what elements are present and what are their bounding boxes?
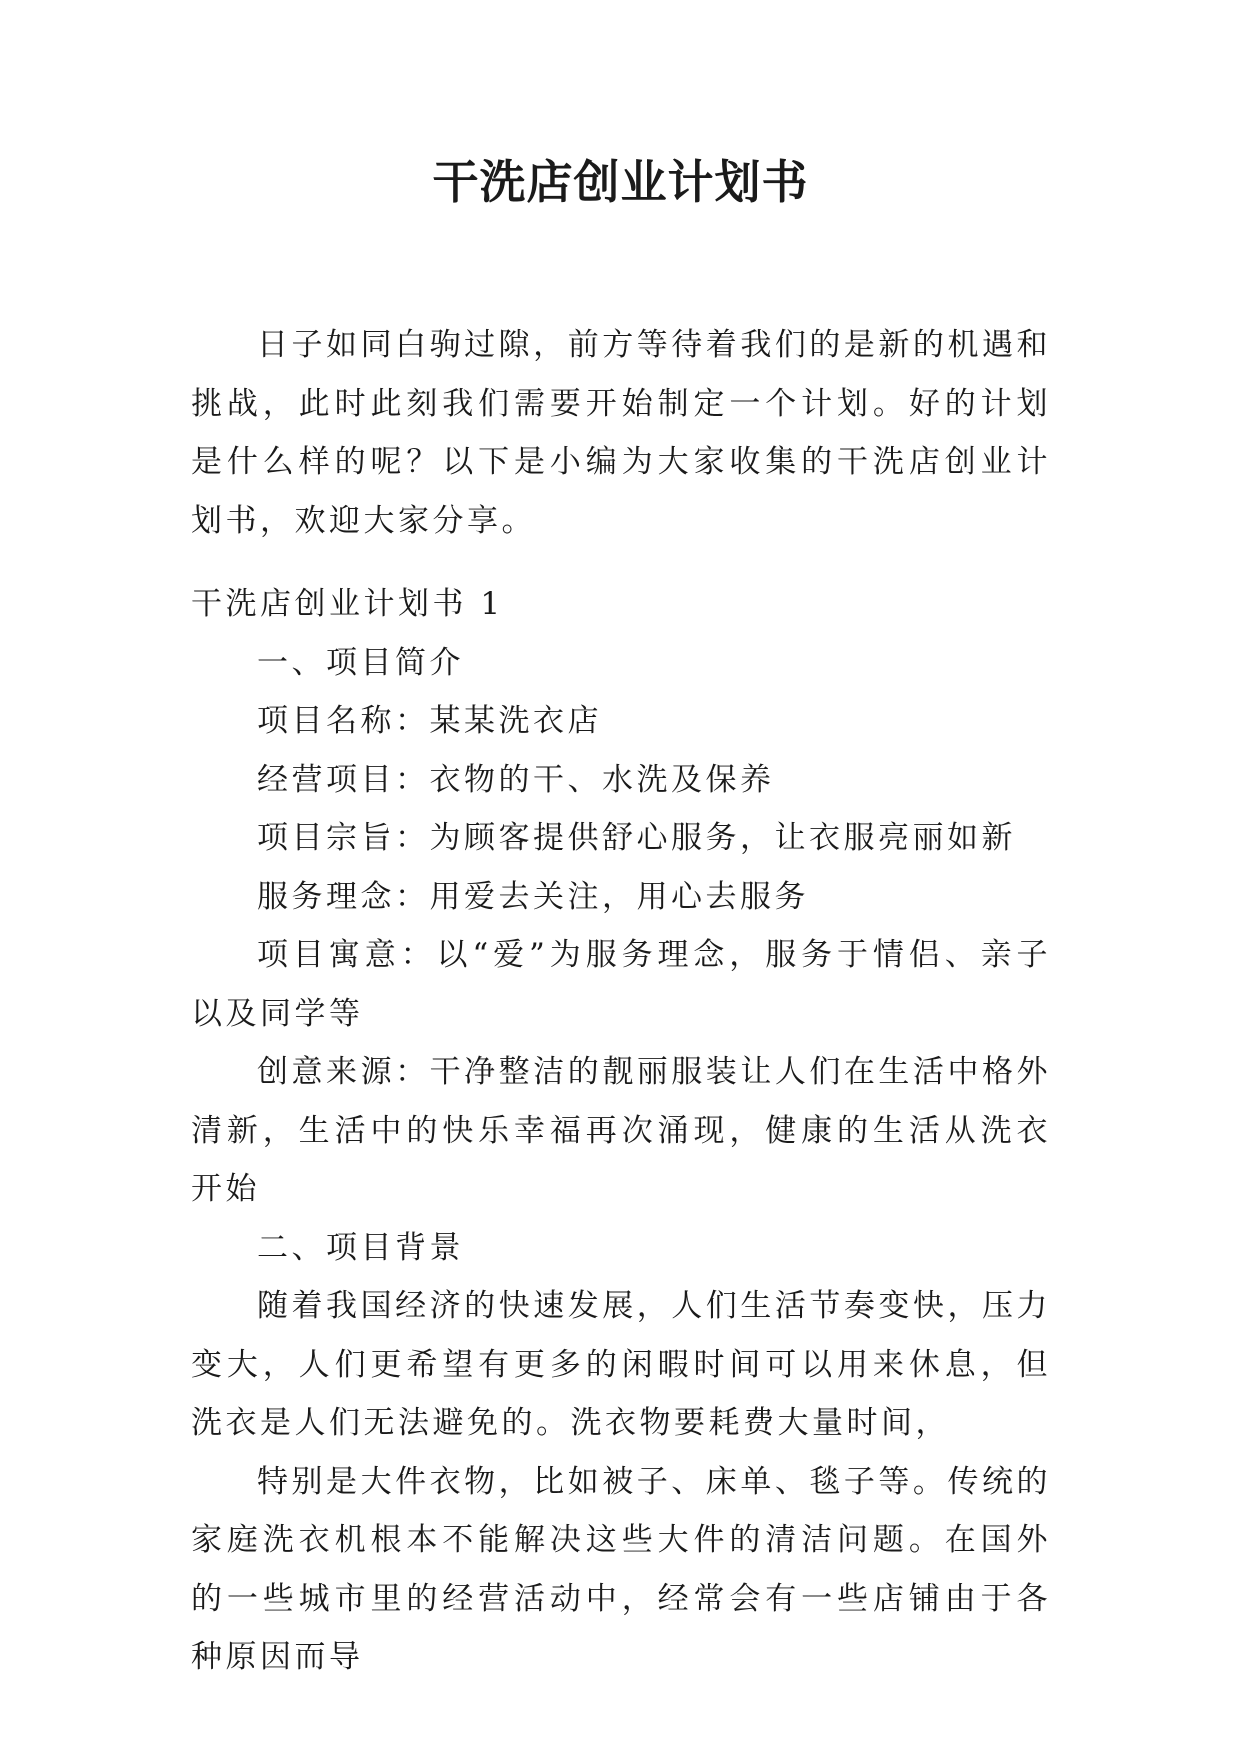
- background-paragraph-1: 随着我国经济的快速发展，人们生活节奏变快，压力变大，人们更希望有更多的闲暇时间可以用来休息，但洗衣是人们无法避免的。洗衣物要耗费大量时间，: [191, 1288, 1051, 1441]
- project-name-line: 项目名称：某某洗衣店: [257, 703, 602, 739]
- document-body: [191, 575, 1051, 1687]
- business-scope-line: 经营项目：衣物的干、水洗及保养: [257, 761, 775, 798]
- intro-paragraph: 日子如同白驹过隙，前方等待着我们的是新的机遇和挑战，此时此刻我们需要开始制定一个计划。好的计划是什么样的呢？以下是小编为大家收集的干洗店创业计划书，欢迎大家分享。: [191, 327, 1051, 539]
- service-concept-line: 服务理念：用爱去关注，用心去服务: [257, 878, 809, 915]
- idea-source-line: 创意来源：干净整洁的靓丽服装让人们在生活中格外清新，生活中的快乐幸福再次涌现，健康的生活从洗衣开始: [191, 1054, 1051, 1207]
- project-meaning-line: 项目寓意：以“爱”为服务理念，服务于情侣、亲子以及同学等: [191, 937, 1051, 1032]
- section-title: 干洗店创业计划书 1: [191, 586, 504, 622]
- project-purpose-line: 项目宗旨：为顾客提供舒心服务，让衣服亮丽如新: [257, 820, 1016, 856]
- document-title: 干洗店创业计划书: [432, 155, 809, 209]
- heading-project-intro: 一、项目简介: [257, 644, 464, 681]
- heading-project-background: 二、项目背景: [257, 1229, 464, 1266]
- background-paragraph-2: 特别是大件衣物，比如被子、床单、毯子等。传统的家庭洗衣机根本不能解决这些大件的清洁问题。在国外的一些城市里的经营活动中，经常会有一些店铺由于各种原因而导: [191, 1463, 1051, 1675]
